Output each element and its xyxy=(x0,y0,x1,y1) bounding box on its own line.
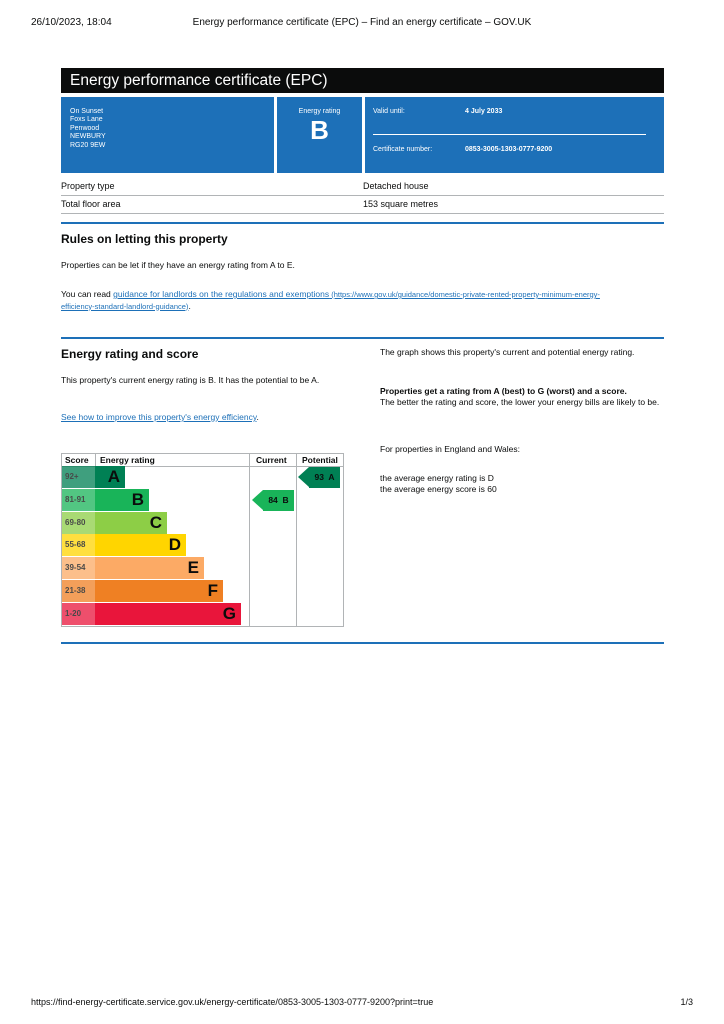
section-divider xyxy=(61,337,664,339)
band-bar-c: C xyxy=(95,512,167,534)
chart-column-divider xyxy=(249,454,250,626)
current-rating-text: This property's current energy rating is B. It has the potential to be A. xyxy=(61,375,320,385)
floor-area-label: Total floor area xyxy=(61,199,121,209)
print-url: https://find-energy-certificate.service.gov.uk/energy-certificate/0853-3005-1303-0777-9200?print=true xyxy=(31,997,434,1007)
table-row xyxy=(61,196,664,214)
band-bar-f: F xyxy=(95,580,223,602)
current-arrow-label: 84 B xyxy=(263,490,294,511)
section-divider xyxy=(61,222,664,224)
guidance-url-line1[interactable]: (https://www.gov.uk/guidance/domestic-private-rented-property-minimum-energy- xyxy=(329,290,600,299)
floor-area-value: 153 square metres xyxy=(363,199,439,209)
ratings-text: The better the rating and score, the lower your energy bills are likely to be. xyxy=(380,396,660,407)
certificate-number-label: Certificate number: xyxy=(373,146,433,153)
print-page-title: Energy performance certificate (EPC) – Find an energy certificate – GOV.UK xyxy=(192,17,532,28)
energy-rating-chart xyxy=(61,453,344,627)
guidance-link[interactable]: guidance for landlords on the regulations and exemptions xyxy=(113,289,330,299)
certificate-number-value: 0853-3005-1303-0777-9200 xyxy=(465,146,553,153)
improve-paragraph xyxy=(61,412,259,423)
band-score-g: 1-20 xyxy=(62,603,95,625)
valid-until-label: Valid until: xyxy=(373,108,405,115)
average-rating-text: the average energy rating is D xyxy=(380,473,494,483)
band-score-d: 55-68 xyxy=(62,534,95,556)
property-type-value: Detached house xyxy=(363,181,429,191)
meta-divider xyxy=(373,134,646,135)
header-current: Current xyxy=(256,455,287,465)
certificate-meta xyxy=(365,97,664,173)
guidance-paragraph xyxy=(61,289,664,312)
band-score-b: 81-91 xyxy=(62,489,95,511)
address-line: NEWBURY xyxy=(70,133,106,141)
england-wales-text: For properties in England and Wales: xyxy=(380,444,521,454)
header-potential: Potential xyxy=(302,455,338,465)
energy-rating-block xyxy=(277,97,362,173)
energy-rating-label: Energy rating xyxy=(298,108,341,115)
improve-link[interactable]: See how to improve this property's energy efficiency xyxy=(61,412,257,422)
print-page-number: 1/3 xyxy=(680,997,693,1007)
graph-description: The graph shows this property's current and potential energy rating. xyxy=(380,347,635,357)
letting-text: Properties can be let if they have an energy rating from A to E. xyxy=(61,260,295,270)
ratings-bold: Properties get a rating from A (best) to G (worst) and a score. xyxy=(380,386,627,396)
chart-column-divider xyxy=(95,454,96,466)
address-line: Foxs Lane xyxy=(70,116,103,124)
current-arrow-tip xyxy=(252,490,263,510)
table-row xyxy=(61,178,664,196)
energy-rating-letter: B xyxy=(310,115,329,145)
header-score: Score xyxy=(65,455,89,465)
potential-arrow-label: 93 A xyxy=(309,467,340,488)
average-score-text: the average energy score is 60 xyxy=(380,484,497,494)
improve-suffix: . xyxy=(256,412,259,422)
guidance-url-line2[interactable]: efficiency-standard-landlord-guidance) xyxy=(61,301,189,311)
chart-column-divider xyxy=(296,454,297,626)
rating-heading: Energy rating and score xyxy=(61,347,199,361)
potential-rating-arrow xyxy=(298,467,340,488)
address-line: Penwood xyxy=(70,124,100,132)
section-divider xyxy=(61,642,664,644)
guidance-suffix: . xyxy=(188,300,191,311)
band-bar-d: D xyxy=(95,534,186,556)
print-datetime: 26/10/2023, 18:04 xyxy=(31,17,112,28)
address-line: On Sunset xyxy=(70,108,104,115)
band-bar-e: E xyxy=(95,557,204,579)
band-bar-b: B xyxy=(95,489,149,511)
band-score-c: 69-80 xyxy=(62,512,95,534)
epc-title: Energy performance certificate (EPC) xyxy=(61,68,664,93)
band-score-f: 21-38 xyxy=(62,580,95,602)
ratings-explanation xyxy=(380,386,664,407)
certificate-summary xyxy=(61,97,664,173)
potential-arrow-tip xyxy=(298,467,309,487)
property-details-table xyxy=(61,178,664,214)
property-type-label: Property type xyxy=(61,181,115,191)
valid-until-value: 4 July 2033 xyxy=(465,108,503,115)
band-score-e: 39-54 xyxy=(62,557,95,579)
band-bar-a: A xyxy=(95,466,125,488)
guidance-prefix: You can read xyxy=(61,289,114,299)
address-line: RG20 9EW xyxy=(70,141,106,149)
address-block xyxy=(61,97,274,173)
current-rating-arrow xyxy=(252,490,294,511)
band-bar-g: G xyxy=(95,603,241,625)
header-energy-rating: Energy rating xyxy=(100,455,155,465)
band-score-a: 92+ xyxy=(62,466,95,488)
letting-heading: Rules on letting this property xyxy=(61,232,228,246)
